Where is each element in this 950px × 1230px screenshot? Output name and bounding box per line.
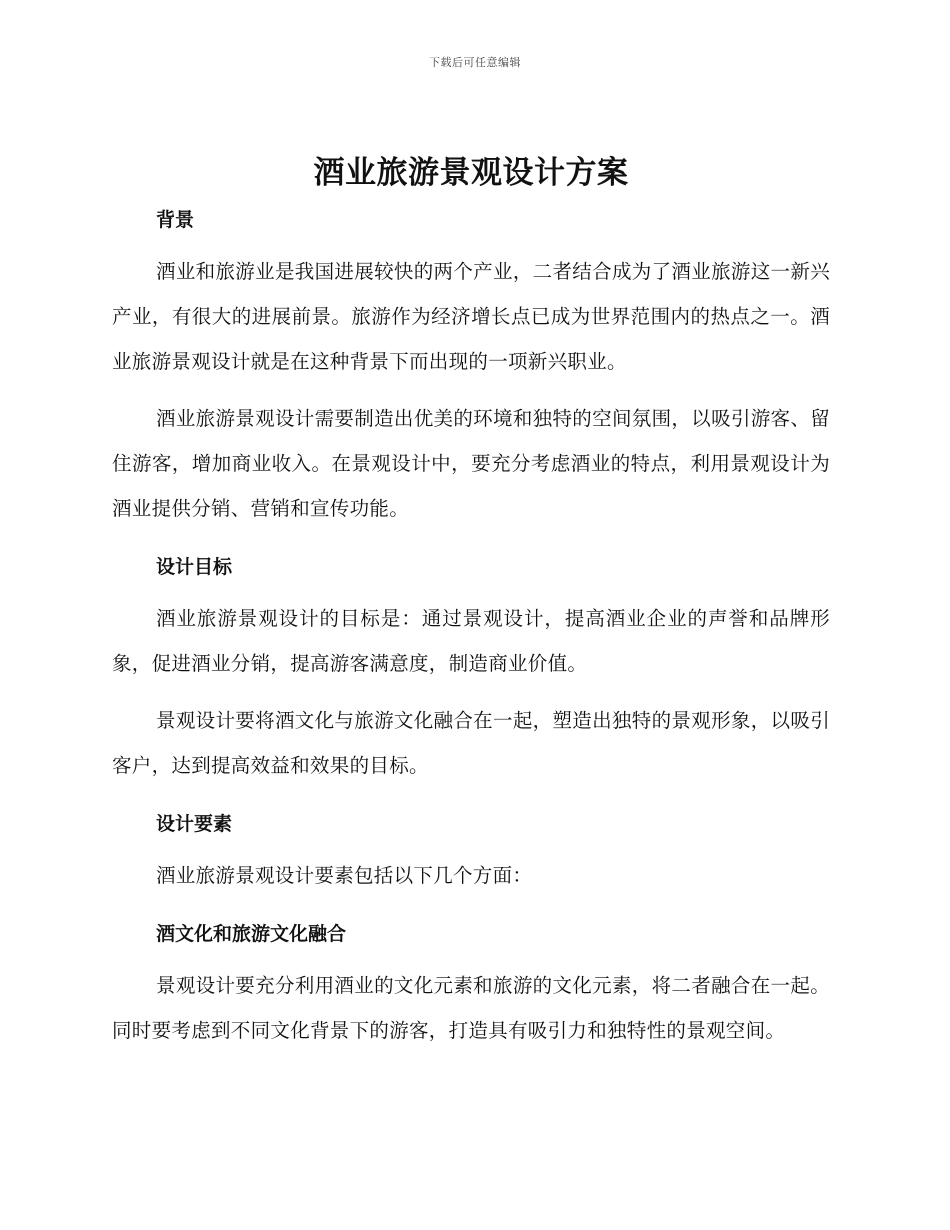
section-elements	[112, 808, 830, 898]
section-background	[112, 204, 830, 531]
paragraph: 酒业旅游景观设计需要制造出优美的环境和独特的空间氛围，以吸引游客、留住游客，增加商业收入。在景观设计中，要充分考虑酒业的特点，利用景观设计为酒业提供分销、营销和宣传功能。	[112, 407, 830, 520]
document-body	[112, 148, 830, 1053]
paragraph: 景观设计要将酒文化与旅游文化融合在一起，塑造出独特的景观形象，以吸引客户，达到提高效益和效果的目标。	[112, 709, 830, 777]
paragraph: 酒业和旅游业是我国进展较快的两个产业，二者结合成为了酒业旅游这一新兴产业，有很大的进展前景。旅游作为经济增长点已成为世界范围内的热点之一。酒业旅游景观设计就是在这种背景下而出现的一项新兴职业。	[112, 260, 830, 373]
section-heading: 背景	[156, 209, 195, 231]
paragraph: 酒业旅游景观设计要素包括以下几个方面：	[156, 864, 533, 887]
section-goals	[112, 551, 830, 788]
section-heading: 设计要素	[156, 813, 233, 835]
page-header-note: 下载后可任意编辑	[429, 56, 521, 69]
section-heading: 设计目标	[156, 556, 233, 578]
document-title: 酒业旅游景观设计方案	[313, 155, 629, 191]
section-culture-fusion	[112, 918, 830, 1053]
section-heading: 酒文化和旅游文化融合	[156, 923, 347, 945]
paragraph: 酒业旅游景观设计的目标是：通过景观设计，提高酒业企业的声誉和品牌形象，促进酒业分销，提高游客满意度，制造商业价值。	[112, 607, 830, 675]
paragraph: 景观设计要充分利用酒业的文化元素和旅游的文化元素，将二者融合在一起。同时要考虑到不同文化背景下的游客，打造具有吸引力和独特性的景观空间。	[112, 974, 830, 1042]
